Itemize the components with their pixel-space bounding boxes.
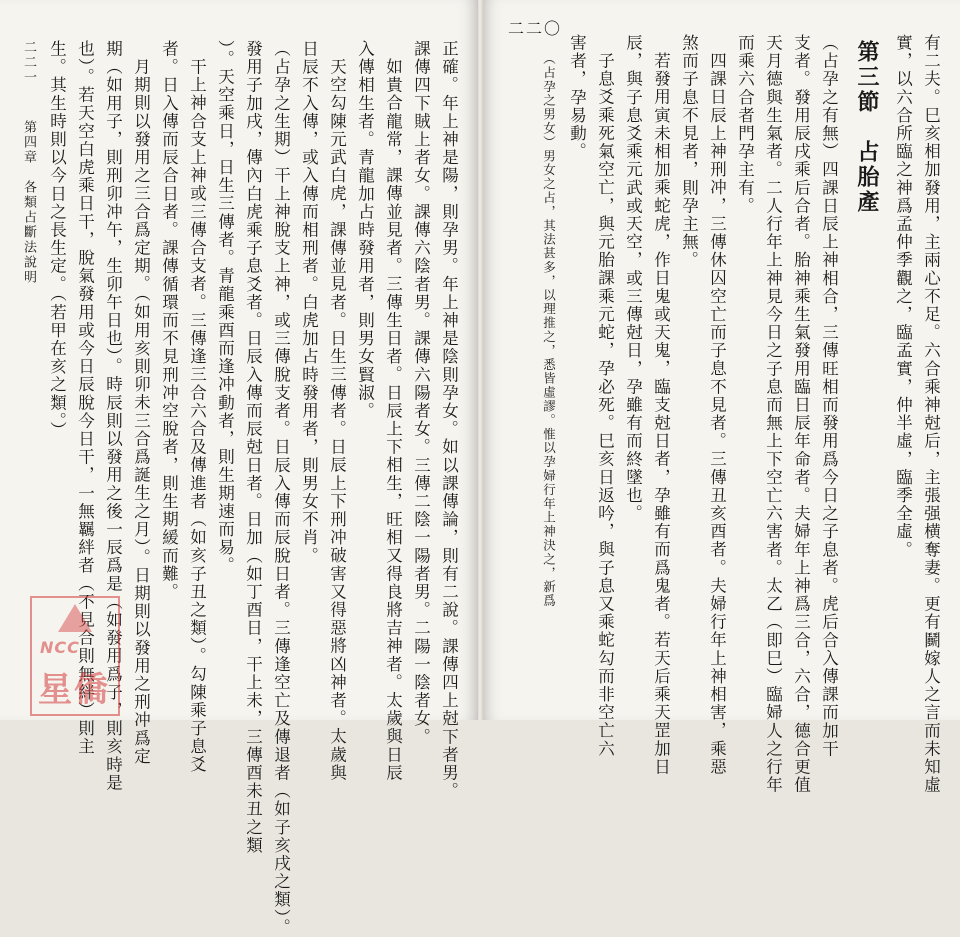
text-column-l15: 生。其生時則以今日之長生定。（若甲在亥之類。）	[47, 40, 67, 440]
small-text-column: （占孕之男女）男女之占，其法甚多，以理推之，悉皆虛謬。惟以孕婦行年上神決之，新爲	[541, 52, 557, 608]
text-column-l8: 發用子加戌，傳內白虎乘子息爻者。日辰入傳而辰尅日者。日加（如丁酉日，干上未，三傳酉未丑之類	[243, 40, 263, 855]
text-column-r6: （占孕之有無）四課日辰上神相合，三傳旺相而發用爲今日之子息者。虎后合入傳課而加干	[819, 34, 839, 758]
section-heading: 第三節 占胎產	[854, 40, 880, 215]
text-column-r9: 而乘六合者門孕主有。	[735, 34, 755, 215]
text-column-l5: 天空勾陳元武白虎，課傳並見者。日生三傳者。日辰上下刑冲破害又得惡將凶神者。太歲與	[327, 58, 347, 782]
text-column-l12: 月期則以發用之三合爲定期。（如用亥則卯未三合爲誕生之月）。日期則以發用之刑冲爲定	[131, 58, 151, 766]
text-column-l11: 者。日入傳而辰合日者。課傳循環而不見刑冲空脫者，則生期緩而難。	[159, 40, 179, 602]
chapter-footer: 第四章 各類占斷法說明	[21, 120, 36, 285]
ncc-stamp-logo	[30, 596, 120, 716]
page-number-right: 二二〇	[508, 19, 563, 38]
page-number-left: 二二一	[21, 40, 36, 85]
left-page	[0, 0, 478, 937]
text-column-l1: 正確。年上神是陽，則孕男。年上神是陰則孕女。如以課傳論，則有二說。課傳四上尅下者男。	[439, 40, 459, 801]
text-column-l10: 干上神合支上神或三傳合支者。三傳逢三合六合及傳進者（如亥子丑之類）。勾陳乘子息爻	[187, 58, 207, 774]
stamp-brand: NCC	[40, 638, 80, 657]
right-page	[482, 0, 960, 795]
text-column-l14: 也）。若天空白虎乘日干，脫氣發用或今日辰脫今日干，一無羈絆者（不見合則無絆）則主	[75, 40, 95, 756]
text-column-r11: 煞而子息不見者，則孕主無。	[679, 34, 699, 270]
text-column-r8: 天月德與生氣者。二人行年上神見今日之子息而無上下空亡六害者。太乙（即巳）臨婦人之行年	[763, 34, 783, 795]
text-column-l3: 如貴合龍常，課傳並見者。三傳生日者。日辰上下相生，旺相又得良將吉神者。太歲與日辰	[383, 58, 403, 782]
text-column-r13: 辰，與子息爻乘元武或天空，或三傳尅日，孕雖有而終墜也。	[623, 34, 643, 523]
text-column-l4: 入傳相生者。青龍加占時發用者，則男女賢淑。	[355, 40, 375, 421]
triangle-icon	[58, 604, 92, 632]
text-column-r15: 害者，孕易動。	[567, 34, 587, 161]
text-column-r10: 四課日辰上神刑冲，三傳休囚空亡而子息不見者。三傳丑亥酉者。夫婦行年上神相害，乘惡	[707, 52, 727, 776]
text-column-r7: 支者。發用辰戌乘后合者。胎神乘生氣發用臨日辰年命者。夫婦年上神爲三合，六合，德合更值	[791, 34, 811, 795]
text-column-r14: 子息爻乘死氣空亡，與元胎課乘元蛇，孕必死。巳亥日返吟，與子息又乘蛇勾而非空亡六	[595, 52, 615, 758]
text-column-l7: （占孕之生期）干上神脫支上神，或三傳脫支者。日辰入傳而辰脫日者。三傳逢空亡及傳退者（如子亥戌之類）。	[271, 40, 291, 937]
text-column-l13: 期（如用子，則刑卯冲午，生卯午日也）。時辰則以發用之後一辰爲是（如發用爲子，則亥時是	[103, 40, 123, 792]
text-column-r12: 若發用寅未相加乘蛇虎，作日鬼或天鬼，臨支尅日者，孕雖有而爲鬼者。若天后乘天罡加日	[651, 52, 671, 776]
text-column-l2: 課傳四下賊上者女。課傳六陰者男。課傳六陽者女。三傳二陰一陽者男。二陽一陰者女。	[411, 40, 431, 746]
text-column-r1: 有二夫。巳亥相加發用，主兩心不足。六合乘神尅后，主張强横奪妻。更有鬭嫁人之言而未知虛	[921, 34, 941, 795]
stamp-name: 星僑	[38, 670, 110, 710]
text-column-l9: ）。天空乘日，日生三傳者。青龍乘酉而逢冲動者，則生期速而易。	[215, 40, 235, 575]
text-column-r2: 實，以六合所臨之神爲孟仲季觀之，臨孟實，仲半虛，臨季全虛。	[893, 34, 913, 559]
text-column-l6: 日辰不入傳，或入傳而相刑者。白虎加占時發用者，則男女不肖。	[299, 40, 319, 565]
